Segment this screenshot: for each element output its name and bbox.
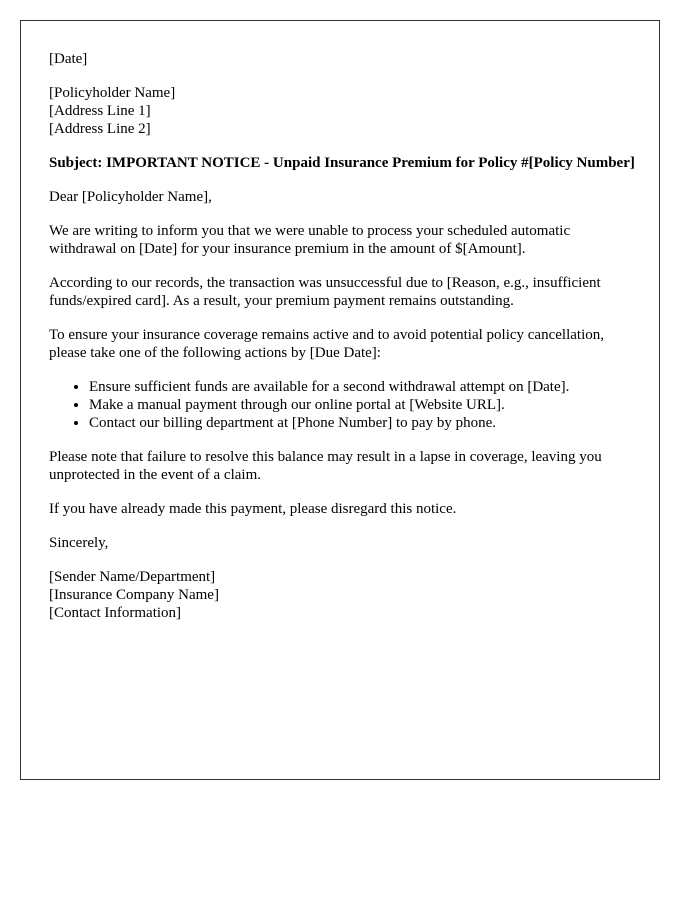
letter-date: [Date]	[49, 51, 88, 67]
paragraph-actions-intro: To ensure your insurance coverage remains active and to avoid potential policy cancellation, please take one of the following actions by [Due Date]:	[49, 327, 604, 361]
sender-contact: [Contact Information]	[49, 605, 182, 621]
recipient-address	[49, 84, 639, 138]
letter-body	[49, 50, 639, 622]
recipient-address-line-2: [Address Line 2]	[49, 121, 151, 137]
signoff: Sincerely,	[49, 535, 109, 551]
recipient-name: [Policyholder Name]	[49, 85, 176, 101]
salutation: Dear [Policyholder Name],	[49, 189, 212, 205]
sender-company: [Insurance Company Name]	[49, 587, 219, 603]
recipient-address-line-1: [Address Line 1]	[49, 103, 151, 119]
sender-block	[49, 568, 639, 622]
action-item: • Make a manual payment through our online portal at [Website URL].	[89, 396, 639, 414]
paragraph-notice: We are writing to inform you that we were unable to process your scheduled automatic withdrawal on [Date] for your insurance premium in the amount of $[Amount].	[49, 223, 571, 257]
sender-name: [Sender Name/Department]	[49, 569, 216, 585]
action-item: • Ensure sufficient funds are available for a second withdrawal attempt on [Date].	[89, 378, 639, 396]
paragraph-disregard: If you have already made this payment, please disregard this notice.	[49, 501, 457, 517]
paragraph-warning: Please note that failure to resolve this balance may result in a lapse in coverage, leaving you unprotected in the event of a claim.	[49, 449, 602, 483]
paragraph-reason: According to our records, the transaction was unsuccessful due to [Reason, e.g., insufficient funds/expired card]. As a result, your premium payment remains outstanding.	[49, 275, 601, 309]
actions-list	[49, 378, 639, 432]
letter-subject: Subject: IMPORTANT NOTICE - Unpaid Insurance Premium for Policy #[Policy Number]	[49, 155, 635, 171]
letter-page	[20, 20, 660, 780]
action-item: • Contact our billing department at [Phone Number] to pay by phone.	[89, 414, 639, 432]
